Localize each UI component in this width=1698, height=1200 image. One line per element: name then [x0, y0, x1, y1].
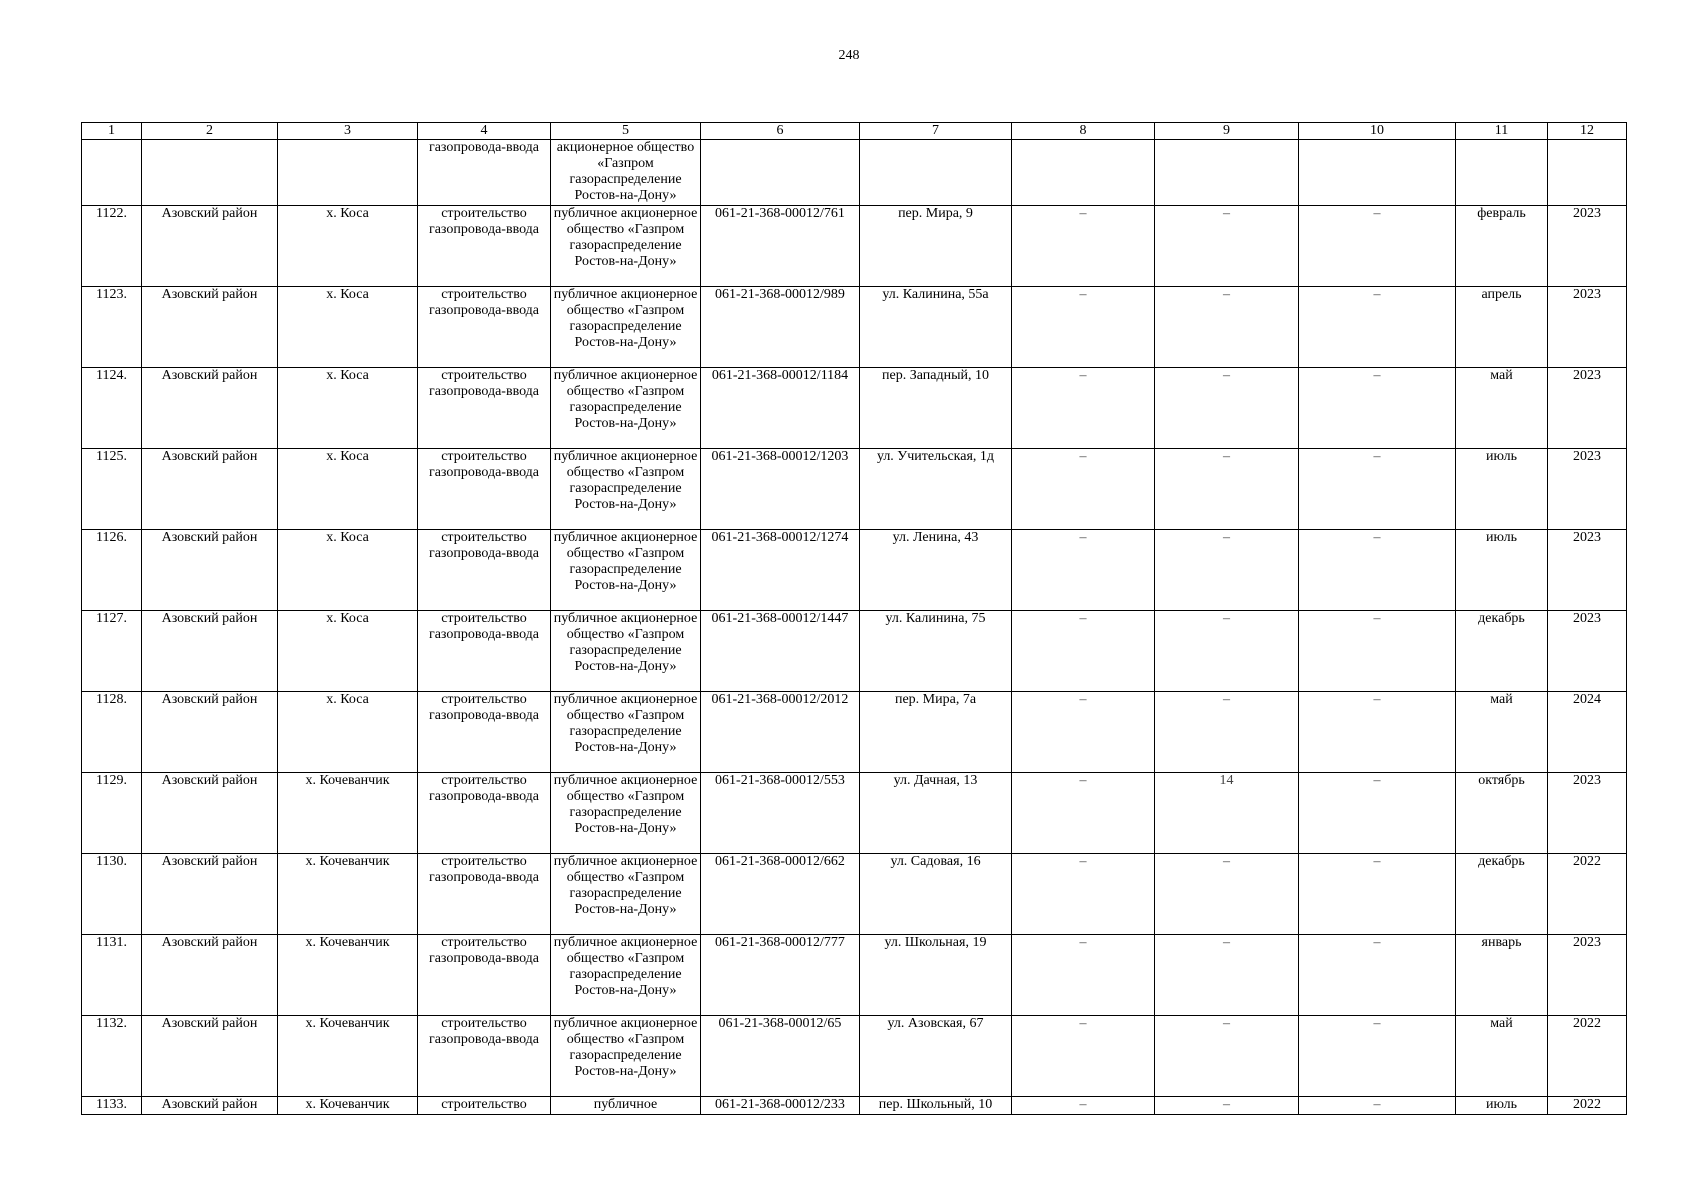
month-cell: апрель — [1456, 287, 1548, 368]
address-cell: ул. Дачная, 13 — [860, 773, 1012, 854]
col8-cell: – — [1012, 1016, 1155, 1097]
continuation-row — [82, 140, 1627, 206]
year-cell: 2023 — [1548, 530, 1627, 611]
locality-cell: х. Коса — [278, 287, 418, 368]
col10-cell: – — [1299, 1016, 1456, 1097]
work-type-cell: строительство газопровода-ввода — [418, 287, 551, 368]
table-row — [82, 1016, 1627, 1097]
col9-cell: – — [1155, 530, 1299, 611]
row-number-cell: 1127. — [82, 611, 142, 692]
cell-empty — [701, 140, 860, 206]
table-row — [82, 530, 1627, 611]
district-cell: Азовский район — [142, 854, 278, 935]
code-cell: 061-21-368-00012/1184 — [701, 368, 860, 449]
col10-cell: – — [1299, 773, 1456, 854]
work-type-cell: строительство газопровода-ввода — [418, 935, 551, 1016]
address-cell: ул. Калинина, 75 — [860, 611, 1012, 692]
col8-cell: – — [1012, 935, 1155, 1016]
district-cell: Азовский район — [142, 449, 278, 530]
col8-cell: – — [1012, 206, 1155, 287]
locality-cell: х. Кочеванчик — [278, 773, 418, 854]
row-number-cell: 1124. — [82, 368, 142, 449]
cell-empty — [860, 140, 1012, 206]
code-cell: 061-21-368-00012/761 — [701, 206, 860, 287]
code-cell: 061-21-368-00012/989 — [701, 287, 860, 368]
code-cell: 061-21-368-00012/1203 — [701, 449, 860, 530]
organization-cell: публичное акционерное общество «Газпром газораспределение Ростов-на-Дону» — [551, 611, 701, 692]
table-row — [82, 1097, 1627, 1115]
row-number-cell: 1132. — [82, 1016, 142, 1097]
address-cell: ул. Ленина, 43 — [860, 530, 1012, 611]
work-type-cell: строительство газопровода-ввода — [418, 1016, 551, 1097]
column-header: 3 — [278, 123, 418, 140]
col10-cell: – — [1299, 449, 1456, 530]
address-cell: пер. Западный, 10 — [860, 368, 1012, 449]
col9-cell: – — [1155, 935, 1299, 1016]
organization-cell: публичное акционерное общество «Газпром газораспределение Ростов-на-Дону» — [551, 449, 701, 530]
table-row — [82, 692, 1627, 773]
row-number-cell: 1126. — [82, 530, 142, 611]
col8-cell: – — [1012, 287, 1155, 368]
work-type-cell: строительство газопровода-ввода — [418, 368, 551, 449]
organization-cell: публичное акционерное общество «Газпром газораспределение Ростов-на-Дону» — [551, 773, 701, 854]
col9-cell: – — [1155, 1097, 1299, 1115]
work-type-cell: строительство газопровода-ввода — [418, 611, 551, 692]
table-row — [82, 935, 1627, 1016]
work-type-cell: строительство газопровода-ввода — [418, 449, 551, 530]
month-cell: июль — [1456, 449, 1548, 530]
month-cell: декабрь — [1456, 854, 1548, 935]
district-cell: Азовский район — [142, 287, 278, 368]
table-row — [82, 611, 1627, 692]
col9-cell: 14 — [1155, 773, 1299, 854]
col10-cell: – — [1299, 935, 1456, 1016]
locality-cell: х. Кочеванчик — [278, 1016, 418, 1097]
organization-cell: публичное акционерное общество «Газпром газораспределение Ростов-на-Дону» — [551, 854, 701, 935]
district-cell: Азовский район — [142, 206, 278, 287]
locality-cell: х. Коса — [278, 611, 418, 692]
code-cell: 061-21-368-00012/2012 — [701, 692, 860, 773]
row-number-cell: 1133. — [82, 1097, 142, 1115]
cell-empty — [142, 140, 278, 206]
work-type-cell: строительство — [418, 1097, 551, 1115]
col8-cell: – — [1012, 449, 1155, 530]
month-cell: февраль — [1456, 206, 1548, 287]
row-number-cell: 1125. — [82, 449, 142, 530]
col9-cell: – — [1155, 611, 1299, 692]
organization-cell: публичное акционерное общество «Газпром газораспределение Ростов-на-Дону» — [551, 692, 701, 773]
address-cell: ул. Садовая, 16 — [860, 854, 1012, 935]
table-row — [82, 854, 1627, 935]
col9-cell: – — [1155, 206, 1299, 287]
district-cell: Азовский район — [142, 1016, 278, 1097]
column-header: 8 — [1012, 123, 1155, 140]
register-table — [81, 122, 1627, 1115]
month-cell: январь — [1456, 935, 1548, 1016]
col8-cell: – — [1012, 773, 1155, 854]
column-header: 12 — [1548, 123, 1627, 140]
column-header: 9 — [1155, 123, 1299, 140]
district-cell: Азовский район — [142, 692, 278, 773]
code-cell: 061-21-368-00012/1274 — [701, 530, 860, 611]
code-cell: 061-21-368-00012/233 — [701, 1097, 860, 1115]
col10-cell: – — [1299, 530, 1456, 611]
district-cell: Азовский район — [142, 530, 278, 611]
work-type-cell: строительство газопровода-ввода — [418, 206, 551, 287]
cell-empty — [1012, 140, 1155, 206]
address-cell: ул. Азовская, 67 — [860, 1016, 1012, 1097]
table-row — [82, 773, 1627, 854]
code-cell: 061-21-368-00012/662 — [701, 854, 860, 935]
column-header: 5 — [551, 123, 701, 140]
row-number-cell: 1128. — [82, 692, 142, 773]
year-cell: 2023 — [1548, 368, 1627, 449]
year-cell: 2023 — [1548, 773, 1627, 854]
table-row — [82, 368, 1627, 449]
locality-cell: х. Коса — [278, 692, 418, 773]
year-cell: 2022 — [1548, 1097, 1627, 1115]
locality-cell: х. Коса — [278, 368, 418, 449]
year-cell: 2024 — [1548, 692, 1627, 773]
column-header: 6 — [701, 123, 860, 140]
year-cell: 2022 — [1548, 854, 1627, 935]
page-number: 248 — [838, 48, 860, 63]
locality-cell: х. Кочеванчик — [278, 935, 418, 1016]
month-cell: май — [1456, 1016, 1548, 1097]
month-cell: май — [1456, 692, 1548, 773]
table-row — [82, 287, 1627, 368]
col8-cell: – — [1012, 368, 1155, 449]
table-row — [82, 206, 1627, 287]
address-cell: ул. Калинина, 55а — [860, 287, 1012, 368]
col10-cell: – — [1299, 854, 1456, 935]
column-header: 11 — [1456, 123, 1548, 140]
locality-cell: х. Кочеванчик — [278, 854, 418, 935]
column-number-header — [82, 123, 1627, 140]
col9-cell: – — [1155, 854, 1299, 935]
table-row — [82, 449, 1627, 530]
col8-cell: – — [1012, 530, 1155, 611]
column-header: 4 — [418, 123, 551, 140]
code-cell: 061-21-368-00012/553 — [701, 773, 860, 854]
col10-cell: – — [1299, 368, 1456, 449]
address-cell: ул. Учительская, 1д — [860, 449, 1012, 530]
work-type-cell: строительство газопровода-ввода — [418, 530, 551, 611]
col9-cell: – — [1155, 368, 1299, 449]
locality-cell: х. Коса — [278, 530, 418, 611]
address-cell: ул. Школьная, 19 — [860, 935, 1012, 1016]
col9-cell: – — [1155, 1016, 1299, 1097]
organization-cell: публичное акционерное общество «Газпром газораспределение Ростов-на-Дону» — [551, 935, 701, 1016]
work-type-cell: газопровода-ввода — [418, 140, 551, 206]
col10-cell: – — [1299, 611, 1456, 692]
year-cell: 2023 — [1548, 287, 1627, 368]
year-cell: 2023 — [1548, 611, 1627, 692]
column-header: 1 — [82, 123, 142, 140]
col8-cell: – — [1012, 1097, 1155, 1115]
col10-cell: – — [1299, 1097, 1456, 1115]
organization-cell: публичное — [551, 1097, 701, 1115]
col8-cell: – — [1012, 692, 1155, 773]
col10-cell: – — [1299, 692, 1456, 773]
code-cell: 061-21-368-00012/1447 — [701, 611, 860, 692]
row-number-cell: 1123. — [82, 287, 142, 368]
district-cell: Азовский район — [142, 368, 278, 449]
year-cell: 2023 — [1548, 935, 1627, 1016]
cell-empty — [1456, 140, 1548, 206]
cell-empty — [1155, 140, 1299, 206]
cell-empty — [82, 140, 142, 206]
col9-cell: – — [1155, 287, 1299, 368]
organization-cell: публичное акционерное общество «Газпром газораспределение Ростов-на-Дону» — [551, 530, 701, 611]
organization-cell: публичное акционерное общество «Газпром газораспределение Ростов-на-Дону» — [551, 206, 701, 287]
organization-cell: публичное акционерное общество «Газпром газораспределение Ростов-на-Дону» — [551, 368, 701, 449]
year-cell: 2023 — [1548, 449, 1627, 530]
cell-empty — [1299, 140, 1456, 206]
address-cell: пер. Школьный, 10 — [860, 1097, 1012, 1115]
month-cell: июль — [1456, 1097, 1548, 1115]
code-cell: 061-21-368-00012/777 — [701, 935, 860, 1016]
column-header: 7 — [860, 123, 1012, 140]
col10-cell: – — [1299, 206, 1456, 287]
cell-empty — [1548, 140, 1627, 206]
locality-cell: х. Кочеванчик — [278, 1097, 418, 1115]
month-cell: октябрь — [1456, 773, 1548, 854]
year-cell: 2023 — [1548, 206, 1627, 287]
column-header: 10 — [1299, 123, 1456, 140]
work-type-cell: строительство газопровода-ввода — [418, 773, 551, 854]
row-number-cell: 1130. — [82, 854, 142, 935]
month-cell: июль — [1456, 530, 1548, 611]
district-cell: Азовский район — [142, 773, 278, 854]
organization-cell: публичное акционерное общество «Газпром газораспределение Ростов-на-Дону» — [551, 1016, 701, 1097]
col8-cell: – — [1012, 611, 1155, 692]
row-number-cell: 1131. — [82, 935, 142, 1016]
month-cell: май — [1456, 368, 1548, 449]
row-number-cell: 1129. — [82, 773, 142, 854]
district-cell: Азовский район — [142, 935, 278, 1016]
col9-cell: – — [1155, 449, 1299, 530]
cell-empty — [278, 140, 418, 206]
work-type-cell: строительство газопровода-ввода — [418, 692, 551, 773]
work-type-cell: строительство газопровода-ввода — [418, 854, 551, 935]
col8-cell: – — [1012, 854, 1155, 935]
locality-cell: х. Коса — [278, 206, 418, 287]
organization-cell: акционерное общество «Газпром газораспределение Ростов-на-Дону» — [551, 140, 701, 206]
address-cell: пер. Мира, 7а — [860, 692, 1012, 773]
code-cell: 061-21-368-00012/65 — [701, 1016, 860, 1097]
col9-cell: – — [1155, 692, 1299, 773]
month-cell: декабрь — [1456, 611, 1548, 692]
organization-cell: публичное акционерное общество «Газпром газораспределение Ростов-на-Дону» — [551, 287, 701, 368]
year-cell: 2022 — [1548, 1016, 1627, 1097]
district-cell: Азовский район — [142, 1097, 278, 1115]
row-number-cell: 1122. — [82, 206, 142, 287]
column-header: 2 — [142, 123, 278, 140]
address-cell: пер. Мира, 9 — [860, 206, 1012, 287]
district-cell: Азовский район — [142, 611, 278, 692]
col10-cell: – — [1299, 287, 1456, 368]
locality-cell: х. Коса — [278, 449, 418, 530]
